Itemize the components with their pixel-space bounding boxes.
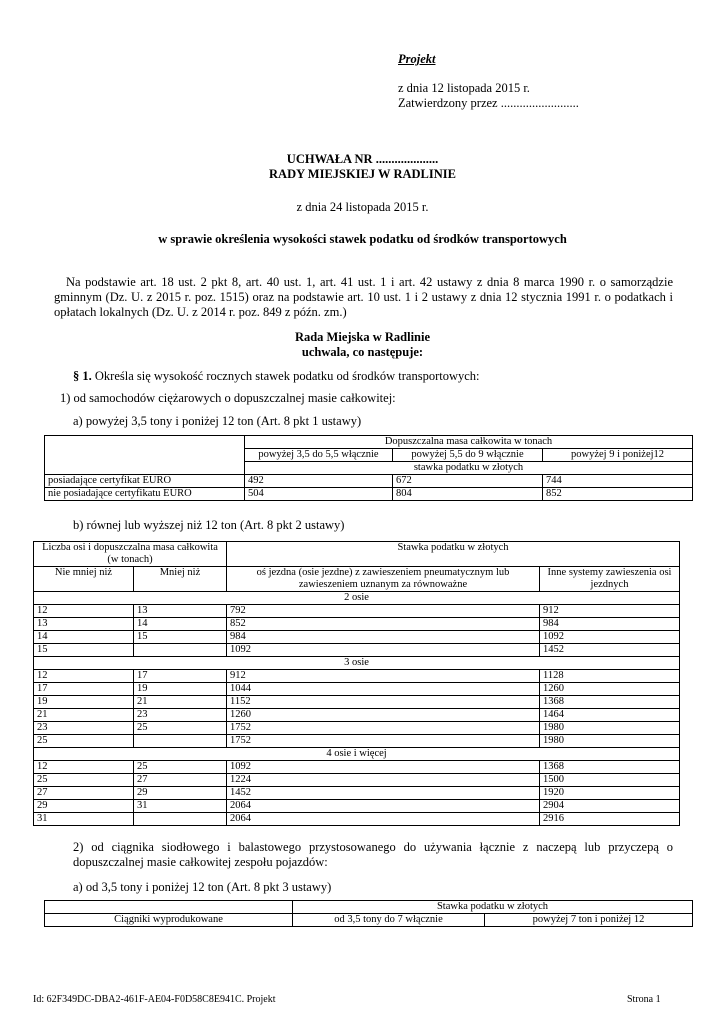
table2-cell: 21 <box>134 696 227 709</box>
table1-rate-header: stawka podatku w złotych <box>245 462 693 475</box>
table-row <box>34 813 680 826</box>
table1-col: powyżej 9 i poniżej12 <box>543 449 693 462</box>
title-line2: RADY MIEJSKIEJ W RADLINIE <box>269 167 456 181</box>
header-date: z dnia 12 listopada 2015 r. <box>398 81 530 95</box>
table-row <box>34 709 680 722</box>
table-row <box>34 722 680 735</box>
title-line1: UCHWAŁA NR .................... <box>286 152 439 166</box>
preamble: Na podstawie art. 18 ust. 2 pkt 8, art. 40 ust. 1, art. 41 ust. 1 i art. 42 ustawy z dnia 8 marca 1990 r. o samorządzie gminnym (Dz. U. z 2015 r. poz. 1515) oraz na podstawie art. 10 ust. 1 i 2 ustawy z dnia 12 stycznia 1991 r. o podatkach i opłatach lokalnych (Dz. U. z 2014 r. poz. 849 z późn. zm.) <box>54 275 673 319</box>
table-row <box>34 735 680 748</box>
table2-cell: 17 <box>34 683 134 696</box>
table-row <box>34 774 680 787</box>
table1-row-label: posiadające certyfikat EURO <box>45 475 245 488</box>
table1-corner <box>45 436 245 475</box>
table-row <box>34 618 680 631</box>
resolution-title <box>0 152 725 182</box>
table2-cell <box>134 644 227 657</box>
item-1b: b) równej lub wyższej niż 12 ton (Art. 8 pkt 2 ustawy) <box>73 518 345 532</box>
table2-cell: 12 <box>34 605 134 618</box>
table2-cell: 14 <box>34 631 134 644</box>
table2-cell: 19 <box>134 683 227 696</box>
table2-cell: 984 <box>540 618 680 631</box>
table2-other-header: Inne systemy zawieszenia osi jezdnych <box>540 567 680 592</box>
table2-cell: 1260 <box>227 709 540 722</box>
table2-cell: 12 <box>34 761 134 774</box>
table2-cell: 17 <box>134 670 227 683</box>
table2-cell <box>134 735 227 748</box>
table-row <box>34 787 680 800</box>
council-statement <box>0 330 725 360</box>
table2-cell: 13 <box>34 618 134 631</box>
table2-cell: 14 <box>134 618 227 631</box>
table3-label: Ciągniki wyprodukowane <box>45 914 293 927</box>
table2-cell: 1500 <box>540 774 680 787</box>
table2-cell: 1752 <box>227 722 540 735</box>
table-row <box>34 605 680 618</box>
table2-cell: 792 <box>227 605 540 618</box>
table-row <box>34 683 680 696</box>
table2-cell: 1752 <box>227 735 540 748</box>
item-2: 2) od ciągnika siodłowego i balastowego przystosowanego do używania łącznie z naczepą lub przyczepą o dopuszczalnej masie całkowitej zespołu pojazdów: <box>73 840 673 869</box>
resolution-date: z dnia 24 listopada 2015 r. <box>296 200 429 214</box>
table2-cell: 19 <box>34 696 134 709</box>
table3-col: od 3,5 tony do 7 włącznie <box>293 914 485 927</box>
resolution-subject: w sprawie określenia wysokości stawek podatku od środków transportowych <box>158 232 567 246</box>
table1-row-label: nie posiadające certyfikatu EURO <box>45 488 245 501</box>
table2-cell: 15 <box>34 644 134 657</box>
table-row <box>34 631 680 644</box>
table1-col: powyżej 3,5 do 5,5 włącznie <box>245 449 393 462</box>
table2-cell: 1980 <box>540 722 680 735</box>
table2-cell: 912 <box>227 670 540 683</box>
table2-cell: 23 <box>134 709 227 722</box>
table1-cell: 804 <box>393 488 543 501</box>
table2-rate-header: Stawka podatku w złotych <box>227 542 680 567</box>
table2-cell: 15 <box>134 631 227 644</box>
table2-cell: 1128 <box>540 670 680 683</box>
table2-cell: 12 <box>34 670 134 683</box>
footer-id: Id: 62F349DC-DBA2-461F-AE04-F0D58C8E941C. Projekt <box>33 994 276 1005</box>
table2-cell <box>134 813 227 826</box>
table1-cell: 492 <box>245 475 393 488</box>
table2-cell: 1980 <box>540 735 680 748</box>
table2-cell: 852 <box>227 618 540 631</box>
table2-cell: 1092 <box>227 644 540 657</box>
table2-cell: 27 <box>34 787 134 800</box>
table-row <box>34 644 680 657</box>
header-block <box>398 81 579 111</box>
council-line2: uchwala, co następuje: <box>301 345 424 359</box>
table2-cell: 1152 <box>227 696 540 709</box>
council-line1: Rada Miejska w Radlinie <box>294 330 431 344</box>
table1-cell: 504 <box>245 488 393 501</box>
table-trucks-heavy <box>33 541 680 826</box>
table2-cell: 13 <box>134 605 227 618</box>
table-row <box>34 670 680 683</box>
project-label: Projekt <box>398 52 436 66</box>
table2-cell: 25 <box>34 774 134 787</box>
table2-cell: 1044 <box>227 683 540 696</box>
table2-min-header: Nie mniej niż <box>34 567 134 592</box>
table-row <box>34 696 680 709</box>
table2-cell: 1368 <box>540 761 680 774</box>
table2-axles-header: Liczba osi i dopuszczalna masa całkowita (w tonach) <box>34 542 227 567</box>
table2-cell: 1260 <box>540 683 680 696</box>
table2-cell: 1452 <box>227 787 540 800</box>
table2-cell: 2064 <box>227 800 540 813</box>
table2-cell: 1224 <box>227 774 540 787</box>
table2-cell: 25 <box>134 722 227 735</box>
table2-group-title: 2 osie <box>34 592 680 605</box>
table2-cell: 912 <box>540 605 680 618</box>
table2-max-header: Mniej niż <box>134 567 227 592</box>
item-1a: a) powyżej 3,5 tony i poniżej 12 ton (Art. 8 pkt 1 ustawy) <box>73 414 362 428</box>
table2-cell: 984 <box>227 631 540 644</box>
item-1: 1) od samochodów ciężarowych o dopuszczalnej masie całkowitej: <box>60 391 396 405</box>
table2-cell: 25 <box>134 761 227 774</box>
table2-cell: 21 <box>34 709 134 722</box>
table2-cell: 2904 <box>540 800 680 813</box>
table2-cell: 2064 <box>227 813 540 826</box>
table2-cell: 1452 <box>540 644 680 657</box>
table2-group-title: 4 osie i więcej <box>34 748 680 761</box>
table-row <box>45 488 693 501</box>
section-mark: § 1. <box>73 369 92 383</box>
table2-cell: 29 <box>34 800 134 813</box>
footer-page: Strona 1 <box>627 994 661 1005</box>
item-2a: a) od 3,5 tony i poniżej 12 ton (Art. 8 pkt 3 ustawy) <box>73 880 332 894</box>
header-approved: Zatwierdzony przez ......................... <box>398 96 579 110</box>
table-row <box>34 800 680 813</box>
table-tractors <box>44 900 693 927</box>
section-text: Określa się wysokość rocznych stawek podatku od środków transportowych: <box>94 369 480 383</box>
section-1 <box>73 369 480 384</box>
table2-cell: 31 <box>134 800 227 813</box>
table3-corner <box>45 901 293 914</box>
table2-pneumatic-header: oś jezdna (osie jezdne) z zawieszeniem pneumatycznym lub zawieszeniem uznanym za równoważne <box>227 567 540 592</box>
table2-cell: 31 <box>34 813 134 826</box>
table2-cell: 1092 <box>540 631 680 644</box>
table2-cell: 1464 <box>540 709 680 722</box>
table2-cell: 1092 <box>227 761 540 774</box>
table2-cell: 29 <box>134 787 227 800</box>
table-row <box>45 475 693 488</box>
table1-cell: 744 <box>543 475 693 488</box>
table2-cell: 2916 <box>540 813 680 826</box>
table1-group-header: Dopuszczalna masa całkowita w tonach <box>245 436 693 449</box>
table2-cell: 25 <box>34 735 134 748</box>
table2-cell: 27 <box>134 774 227 787</box>
table1-cell: 672 <box>393 475 543 488</box>
table1-col: powyżej 5,5 do 9 włącznie <box>393 449 543 462</box>
table2-cell: 1920 <box>540 787 680 800</box>
table3-col: powyżej 7 ton i poniżej 12 <box>485 914 693 927</box>
table2-group-title: 3 osie <box>34 657 680 670</box>
table3-rate-header: Stawka podatku w złotych <box>293 901 693 914</box>
table2-cell: 1368 <box>540 696 680 709</box>
table-row <box>34 761 680 774</box>
table-trucks-light <box>44 435 693 501</box>
table2-cell: 23 <box>34 722 134 735</box>
table1-cell: 852 <box>543 488 693 501</box>
